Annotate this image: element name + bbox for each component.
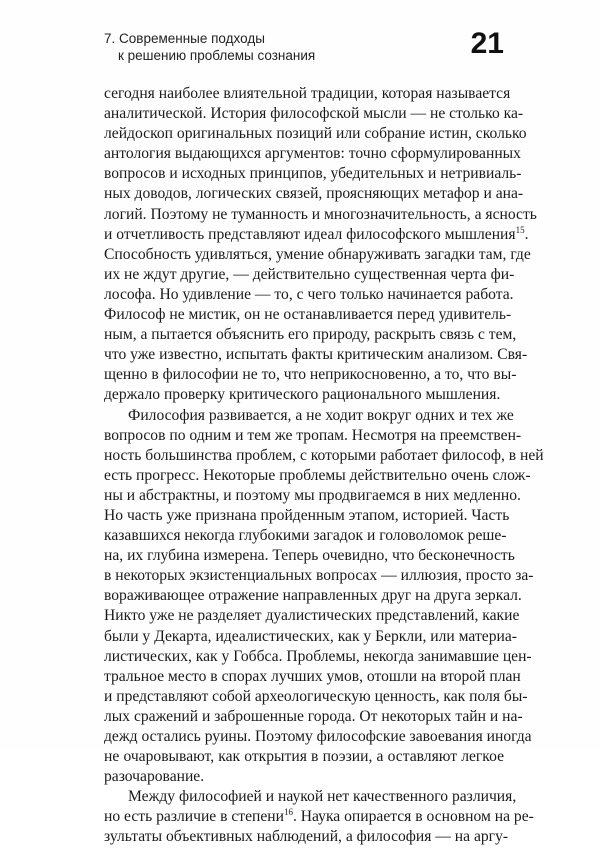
- page-number: 21: [470, 27, 504, 60]
- text-line: [104, 305, 512, 325]
- footnote-marker[interactable]: 16: [283, 807, 293, 818]
- text-line-content: щенно в философии не то, что неприкосновенно, а то, что вы-: [104, 366, 517, 384]
- text-line-content: Способность удивляться, умение обнаруживать загадки там, где: [104, 245, 531, 263]
- text-line: [104, 667, 521, 687]
- footnote-marker[interactable]: 15: [515, 224, 525, 235]
- text-line-content: аналитической. История философской мысли — не столько ка-: [104, 105, 524, 123]
- text-line: [104, 104, 524, 124]
- chapter-title-line-1: 7. Современные подходы: [104, 31, 265, 46]
- page-header: [104, 26, 504, 72]
- chapter-title-line-2: к решению проблемы сознания: [118, 48, 316, 63]
- text-line-content: были у Декарта, идеалистических, как у Беркли, или материа-: [104, 627, 517, 645]
- text-line: [104, 184, 524, 204]
- text-line: [104, 546, 515, 566]
- text-line: [104, 506, 510, 526]
- text-line: [104, 144, 521, 164]
- text-line-content: есть прогресс. Некоторые проблемы действительно очень слож-: [104, 466, 531, 484]
- text-line: [104, 345, 528, 365]
- text-line-content: сегодня наиболее влиятельной традиции, которая называется: [104, 85, 511, 102]
- text-line: [104, 205, 537, 225]
- text-line: [104, 707, 523, 727]
- text-line-content: в некоторых экзистенциальных вопросах — иллюзия, просто за-: [104, 567, 534, 585]
- running-head: [104, 30, 315, 64]
- text-line-content: зультаты объективных наблюдений, а философия — на аргу-: [104, 828, 509, 846]
- text-line: [104, 466, 531, 486]
- text-line-content: на, их глубина измерена. Теперь очевидно, что бесконечность: [104, 547, 515, 565]
- text-line-content: и отчетливость представляют идеал философского мышления: [104, 225, 516, 243]
- text-line: [104, 787, 517, 807]
- text-line-content: лософа. Но удивление — то, с чего только начинается работа.: [104, 285, 514, 303]
- text-line-content: их не ждут другие, — действительно существенная черта фи-: [104, 265, 515, 283]
- text-line-content: антология выдающихся аргументов: точно сформулированных: [104, 145, 521, 163]
- text-line-content: но есть различие в степени: [104, 808, 284, 826]
- text-line: [104, 747, 504, 767]
- text-line-content: вопросов и исходных принципов, убедительных и нетривиаль-: [104, 165, 522, 183]
- text-line-content: вораживающее отражение направленных друг на друга зеркал.: [104, 587, 522, 605]
- text-line-content: что уже известно, испытать факты критическим анализом. Свя-: [104, 346, 528, 364]
- text-line-content: тральное место в спорах лучших умов, отошли на второй план: [104, 667, 521, 685]
- text-line-content: разочарование.: [104, 768, 205, 786]
- text-line: [104, 566, 534, 586]
- text-line: [104, 265, 515, 285]
- text-line: [104, 627, 517, 647]
- text-line-content: казавшихся некогда глубокими загадок и головоломок реше-: [104, 527, 507, 545]
- text-line: [104, 164, 522, 184]
- text-line: [104, 827, 509, 847]
- text-line-suffix: . Наука опирается в основном на ре-: [292, 808, 534, 826]
- text-line: [104, 526, 507, 546]
- text-line: [104, 385, 504, 405]
- text-line-content: ность большинства проблем, с которыми работает философ, в ней: [104, 446, 544, 464]
- text-line-content: держало проверку критического рационального мышления.: [104, 386, 501, 404]
- text-line-content: ным, а пытается объяснить его природу, раскрыть связь с тем,: [104, 326, 517, 344]
- text-line-content: ных доводов, логических связей, проясняющих метафор и ана-: [104, 185, 524, 203]
- text-line-content: Но часть уже признана пройденным этапом, историей. Часть: [104, 506, 510, 524]
- text-line-content: Никто уже не разделяет дуалистических представлений, какие: [104, 607, 520, 625]
- text-line-content: не очаровывают, как открытия в поэзии, а оставляют легкое: [104, 748, 504, 766]
- text-line-content: ны и абстрактны, и поэтому мы продвигаемся в них медленно.: [104, 486, 521, 504]
- text-line-content: вопросов по одним и тем же тропам. Несмотря на преемствен-: [104, 426, 522, 444]
- text-line: [104, 687, 528, 707]
- text-line: [104, 365, 517, 385]
- text-line: [104, 224, 529, 245]
- text-line-content: лых сражений и заброшенные города. От некоторых тайн и на-: [104, 707, 523, 725]
- text-line: [104, 647, 532, 667]
- text-line-content: листических, как у Гоббса. Проблемы, некогда занимавшие цен-: [104, 647, 532, 665]
- body-text: [104, 84, 544, 848]
- text-line: [104, 586, 522, 606]
- text-line: [104, 727, 532, 747]
- text-line-suffix: .: [524, 225, 529, 243]
- text-line-content: Философ не мистик, он не останавливается перед удивитель-: [104, 306, 512, 324]
- text-line: [104, 446, 544, 466]
- text-line: [104, 767, 504, 787]
- text-line: [104, 245, 531, 265]
- text-line: [104, 486, 521, 506]
- text-line-content: Между философией и наукой нет качественного различия,: [128, 788, 517, 806]
- text-line-content: дежд остались руины. Поэтому философские завоевания иногда: [104, 728, 532, 745]
- text-line: [104, 84, 511, 104]
- text-line: [104, 325, 517, 345]
- text-line: [104, 406, 514, 426]
- text-line: [104, 426, 522, 446]
- text-line-content: и представляют собой археологическую ценность, как поля бы-: [104, 687, 528, 705]
- text-line: [104, 807, 534, 827]
- text-line-content: логий. Поэтому не туманность и многозначительность, а ясность: [104, 205, 537, 223]
- text-line-content: лейдоскоп оригинальных позиций или собрание истин, сколько: [104, 125, 527, 143]
- text-line: [104, 285, 514, 305]
- text-line: [104, 606, 520, 626]
- text-line-content: Философия развивается, а не ходит вокруг одних и тех же: [128, 406, 514, 424]
- text-line: [104, 124, 527, 144]
